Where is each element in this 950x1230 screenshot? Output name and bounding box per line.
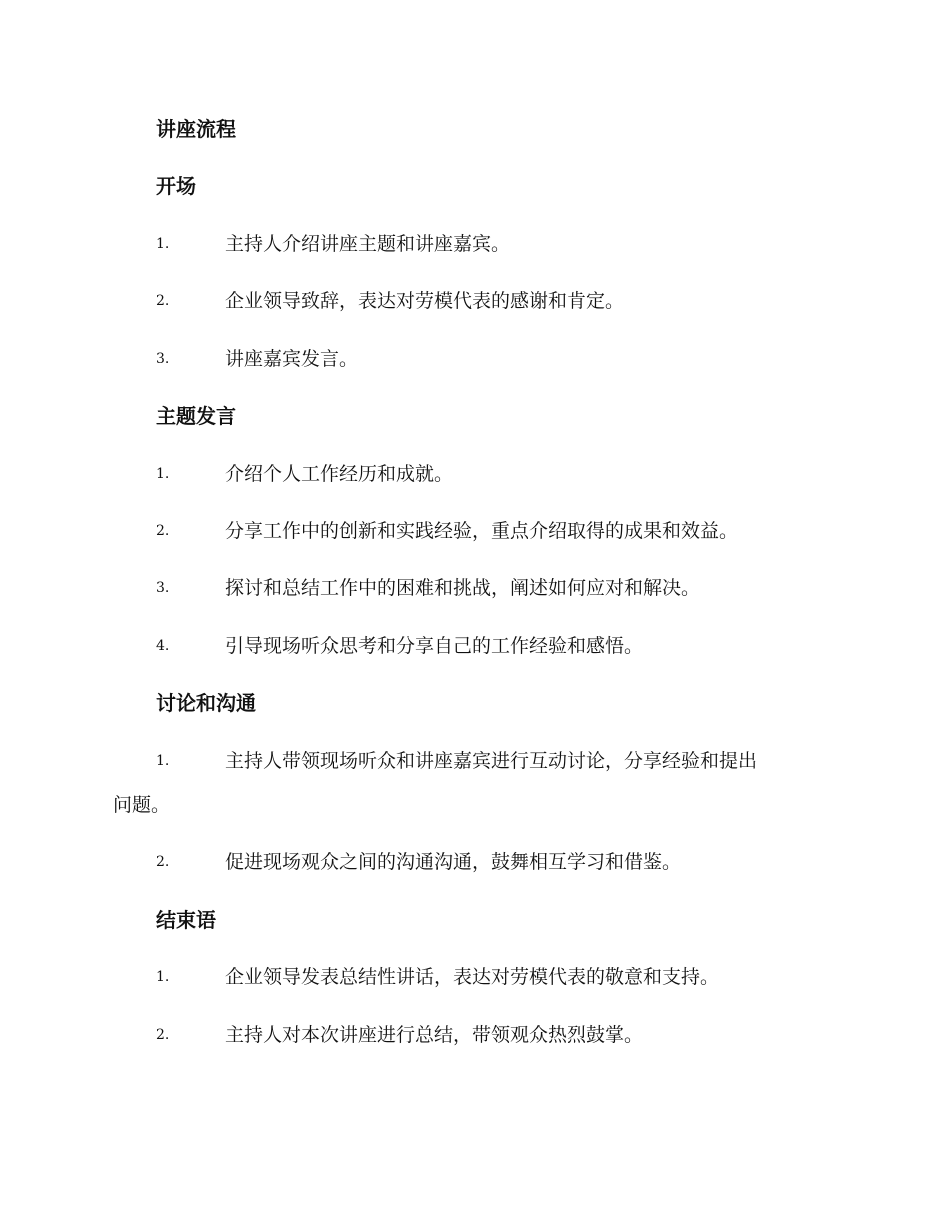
list-item-number: 1.	[156, 753, 170, 769]
list-item	[0, 287, 950, 315]
list-item	[0, 230, 950, 258]
list-item	[0, 632, 950, 660]
section-heading-keynote: 主题发言	[156, 404, 236, 428]
document-title: 讲座流程	[156, 117, 236, 141]
list-item-text: 促进现场观众之间的沟通沟通，鼓舞相互学习和借鉴。	[225, 851, 682, 873]
list-item-text-continuation: 问题。	[113, 794, 171, 816]
list-item	[0, 460, 950, 488]
section-heading-opening: 开场	[156, 174, 196, 198]
list-item-text: 讲座嘉宾发言。	[225, 348, 359, 370]
list-item-text: 介绍个人工作经历和成就。	[225, 463, 454, 485]
list-item-text: 企业领导致辞，表达对劳模代表的感谢和肯定。	[225, 290, 625, 312]
list-item-number: 3.	[156, 580, 170, 596]
list-item-number: 2.	[156, 1027, 170, 1043]
list-item	[0, 345, 950, 373]
list-item-text: 企业领导发表总结性讲话，表达对劳模代表的敬意和支持。	[225, 966, 720, 988]
list-item-text: 探讨和总结工作中的困难和挑战，阐述如何应对和解决。	[225, 577, 701, 599]
list-item-number: 2.	[156, 854, 170, 870]
list-item-number: 4.	[156, 638, 170, 654]
list-item	[0, 963, 950, 991]
list-item	[0, 574, 950, 602]
list-item-number: 2.	[156, 523, 170, 539]
list-item-text: 主持人对本次讲座进行总结，带领观众热烈鼓掌。	[225, 1024, 644, 1046]
list-item-number: 1.	[156, 236, 170, 252]
list-item-number: 1.	[156, 466, 170, 482]
list-item-text: 主持人介绍讲座主题和讲座嘉宾。	[225, 233, 511, 255]
list-item-number: 1.	[156, 969, 170, 985]
list-item-number: 3.	[156, 351, 170, 367]
list-item-text: 分享工作中的创新和实践经验，重点介绍取得的成果和效益。	[225, 520, 739, 542]
list-item-number: 2.	[156, 293, 170, 309]
list-item	[0, 517, 950, 545]
section-heading-discussion: 讨论和沟通	[156, 691, 256, 715]
list-item	[0, 747, 950, 775]
list-item-text: 主持人带领现场听众和讲座嘉宾进行互动讨论，分享经验和提出	[225, 750, 758, 772]
section-heading-closing: 结束语	[156, 908, 216, 932]
list-item-text: 引导现场听众思考和分享自己的工作经验和感悟。	[225, 635, 644, 657]
list-item	[0, 848, 950, 876]
list-item	[0, 1021, 950, 1049]
